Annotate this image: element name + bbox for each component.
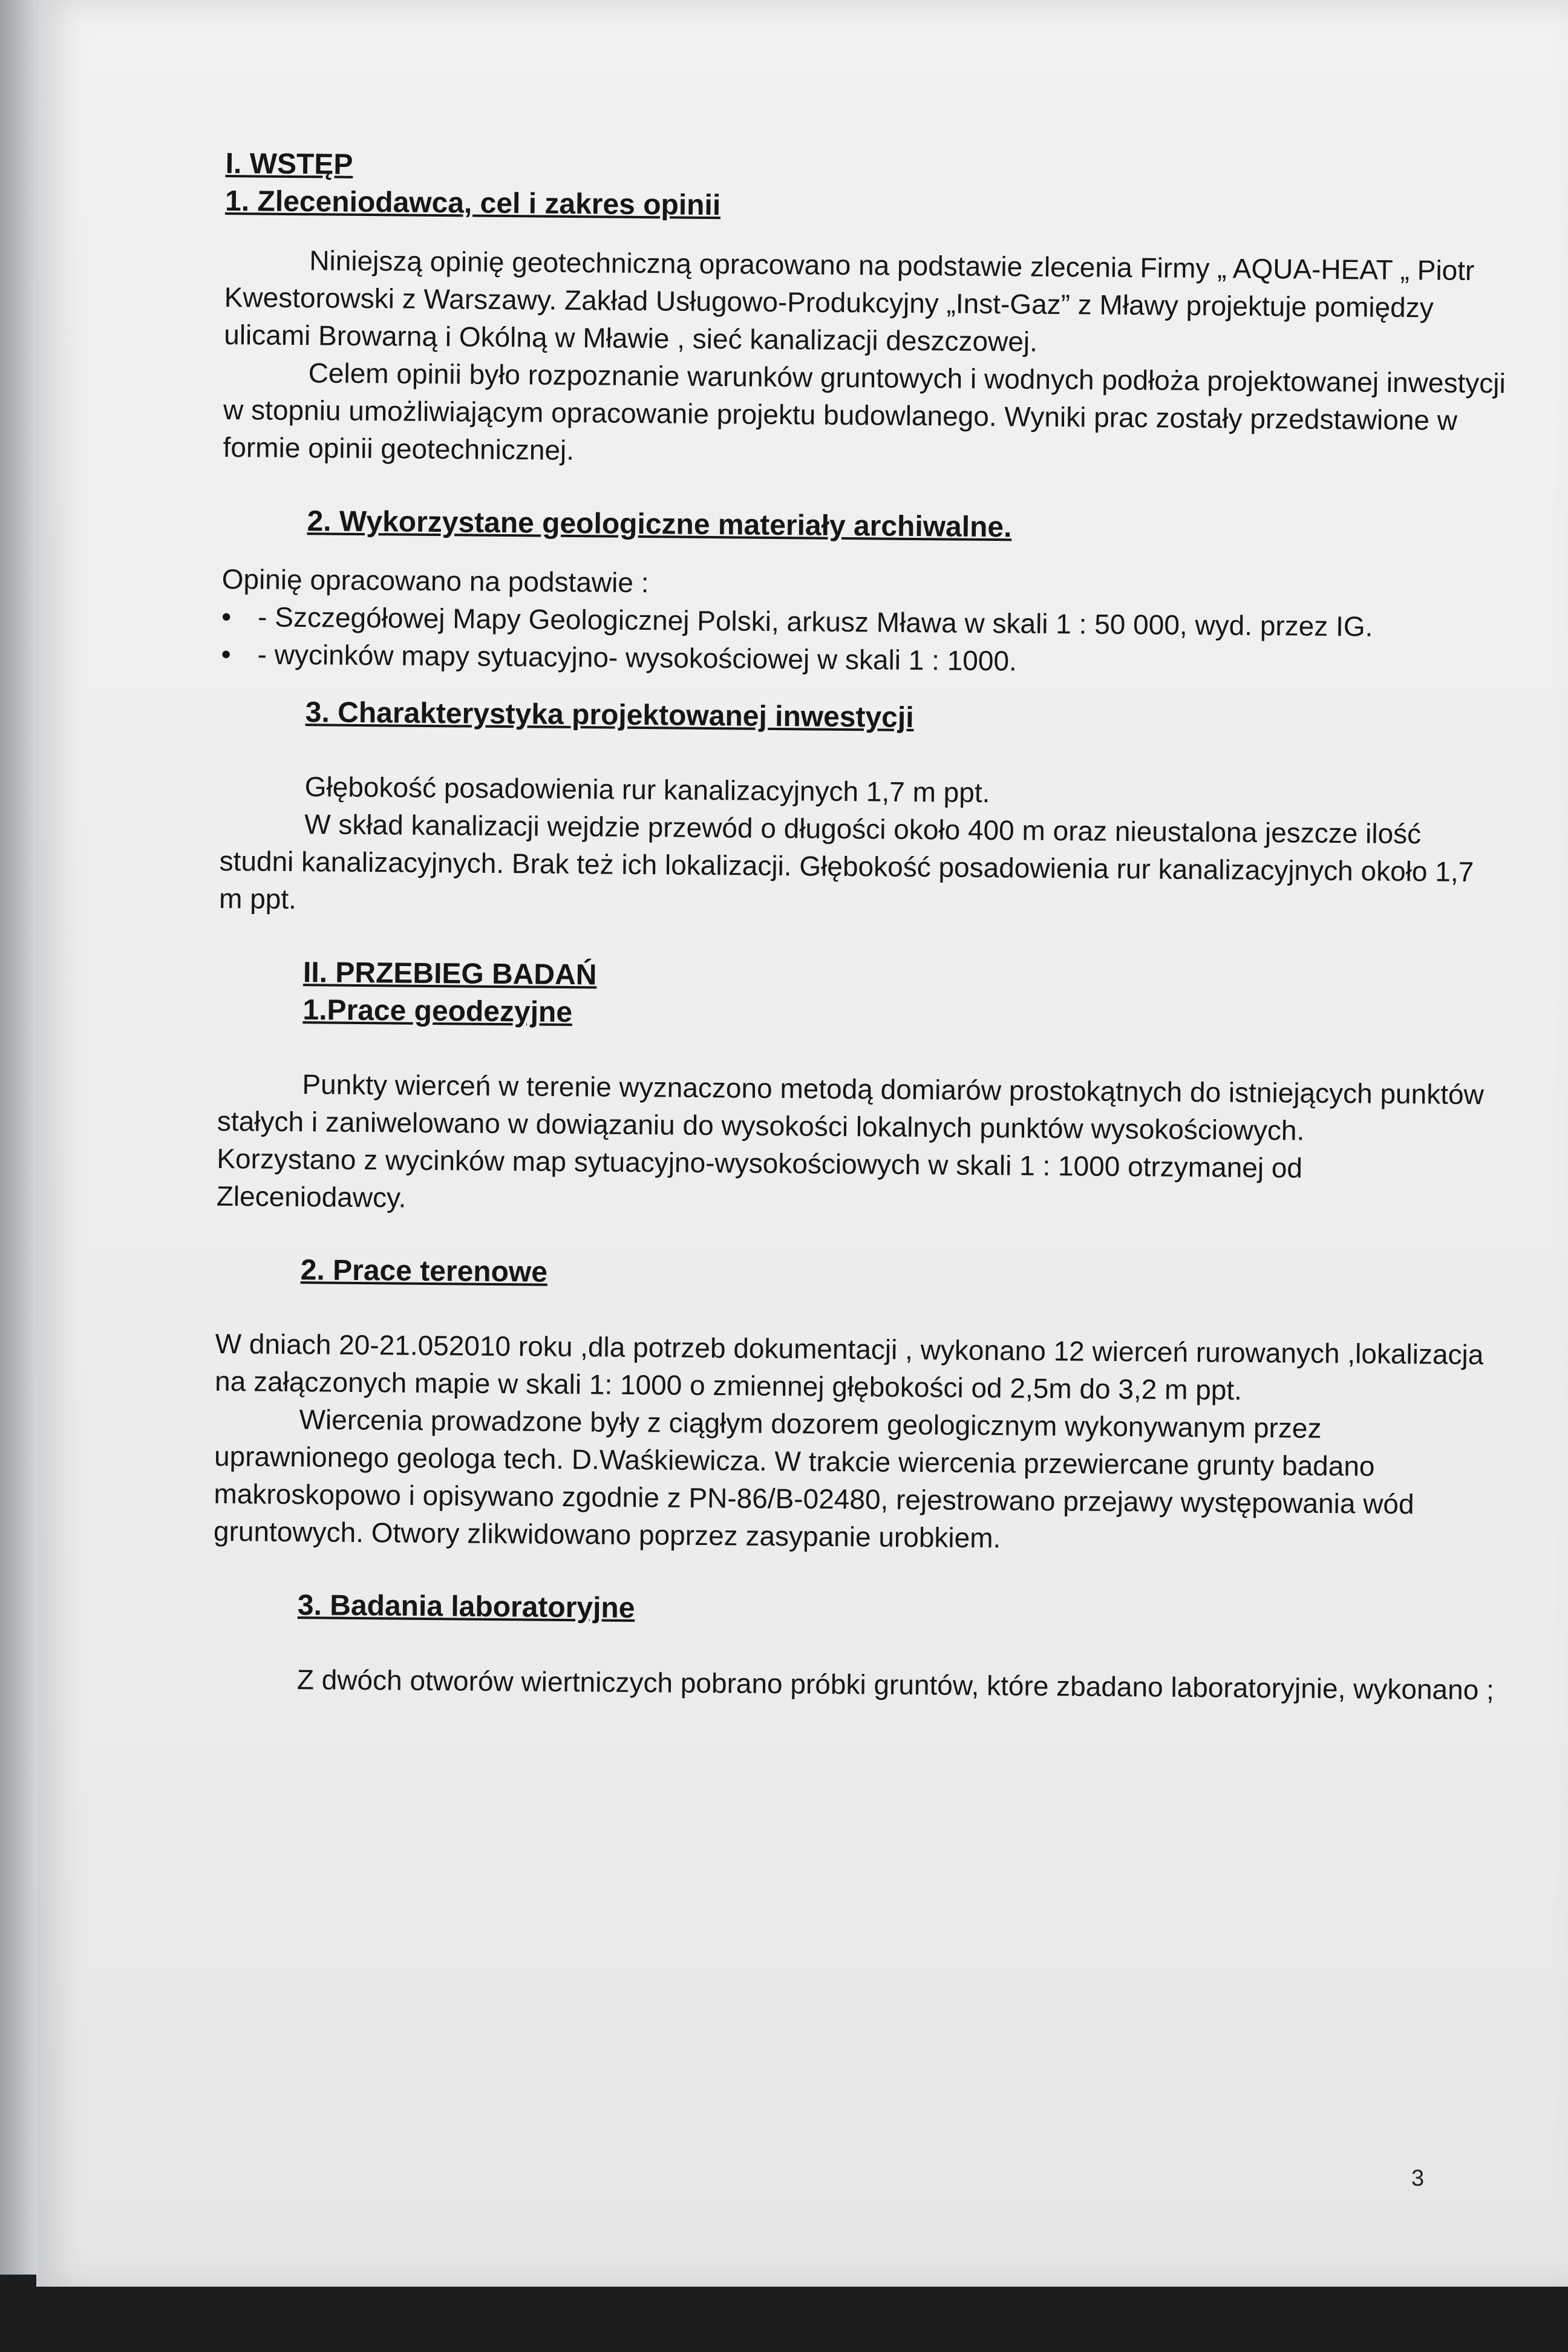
binding-shadow bbox=[0, 0, 36, 2275]
subsection-materials: 2. Wykorzystane geologiczne materiały archiwalne. bbox=[307, 505, 1012, 544]
document-body bbox=[212, 145, 1508, 1708]
paragraph-basis: Opinię opracowano na podstawie : bbox=[221, 563, 649, 599]
paragraph-sewer: W skład kanalizacji wejdzie przewód o długości około 400 m oraz nieustalona jeszcze ilość studni kanalizacyjnych. Brak też ich lokalizacji. Głębokość posadowienia rur kanalizacyjnych około 1,7 m ppt. bbox=[218, 808, 1474, 915]
materials-list bbox=[221, 598, 1504, 684]
paragraph-maps: Korzystano z wycinków map sytuacyjno-wysokościowych w skali 1 : 1000 otrzymanej od Zleceniodawcy. bbox=[216, 1142, 1303, 1214]
subsection-fieldwork: 2. Prace terenowe bbox=[300, 1254, 548, 1289]
paragraph-commission: Niniejszą opinię geotechniczną opracowano na podstawie zlecenia Firmy „ AQUA-HEAT „ Piotr Kwestorowski z Warszawy. Zakład Usługowo-Produkcyjny „Inst-Gaz” z Mławy projektuje pomiędzy ulicami Browarną i Okólną w Mławie , sieć kanalizacji deszczowej. bbox=[224, 244, 1475, 358]
subsection-laboratory: 3. Badania laboratoryjne bbox=[297, 1589, 635, 1624]
subsection-investment: 3. Charakterystyka projektowanej inwestycji bbox=[305, 696, 914, 734]
subsection-client: 1. Zleceniodawca, cel i zakres opinii bbox=[224, 185, 721, 222]
section-title-research: II. PRZEBIEG BADAŃ bbox=[302, 956, 597, 991]
paragraph-supervision: Wiercenia prowadzone były z ciągłym dozorem geologicznym wykonywanym przez uprawnionego geologa tech. D.Waśkiewicza. W trakcie wiercenia przewiercane grunty badano makroskopowo i opisywano zgodnie z PN-86/B-02480, rejestrowano przejawy występowania wód gruntowych. Otwory zlikwidowano poprzez zasypanie urobkiem. bbox=[213, 1403, 1414, 1554]
paragraph-drilling-points: Punkty wierceń w terenie wyznaczono metodą domiarów prostokątnych do istniejących punktów stałych i zaniwelowano w dowiązaniu do wysokości lokalnych punktów wysokościowych. bbox=[217, 1068, 1485, 1146]
paragraph-drillings: W dniach 20-21.052010 roku ,dla potrzeb dokumentacji , wykonano 12 wierceń rurowanych ,lokalizacja na załączonych mapie w skali 1: 1000 o zmiennej głębokości od 2,5m do 3,2 m ppt. bbox=[214, 1327, 1484, 1406]
section-title-intro: I. WSTĘP bbox=[225, 147, 353, 181]
list-item: • - wycinków mapy sytuacyjno- wysokościowej w skali 1 : 1000. bbox=[221, 635, 1503, 684]
subsection-geodesy: 1.Prace geodezyjne bbox=[302, 994, 573, 1029]
paragraph-depth: Głębokość posadowienia rur kanalizacyjnych 1,7 m ppt. bbox=[304, 771, 990, 809]
page-number: 3 bbox=[1411, 2166, 1425, 2191]
paragraph-purpose: Celem opinii było rozpoznanie warunków gruntowych i wodnych podłoża projektowanej inwestycji w stopniu umożliwiającym opracowanie projektu budowlanego. Wyniki prac zostały przedstawione w formie opinii geotechnicznej. bbox=[223, 357, 1506, 466]
paragraph-samples: Z dwóch otworów wiertniczych pobrano próbki gruntów, które zbadano laboratoryjnie, wykonano ; bbox=[296, 1664, 1495, 1706]
list-item: • - Szczegółowej Mapy Geologicznej Polski, arkusz Mława w skali 1 : 50 000, wyd. przez IG. bbox=[221, 598, 1504, 646]
document-page bbox=[36, 0, 1568, 2287]
